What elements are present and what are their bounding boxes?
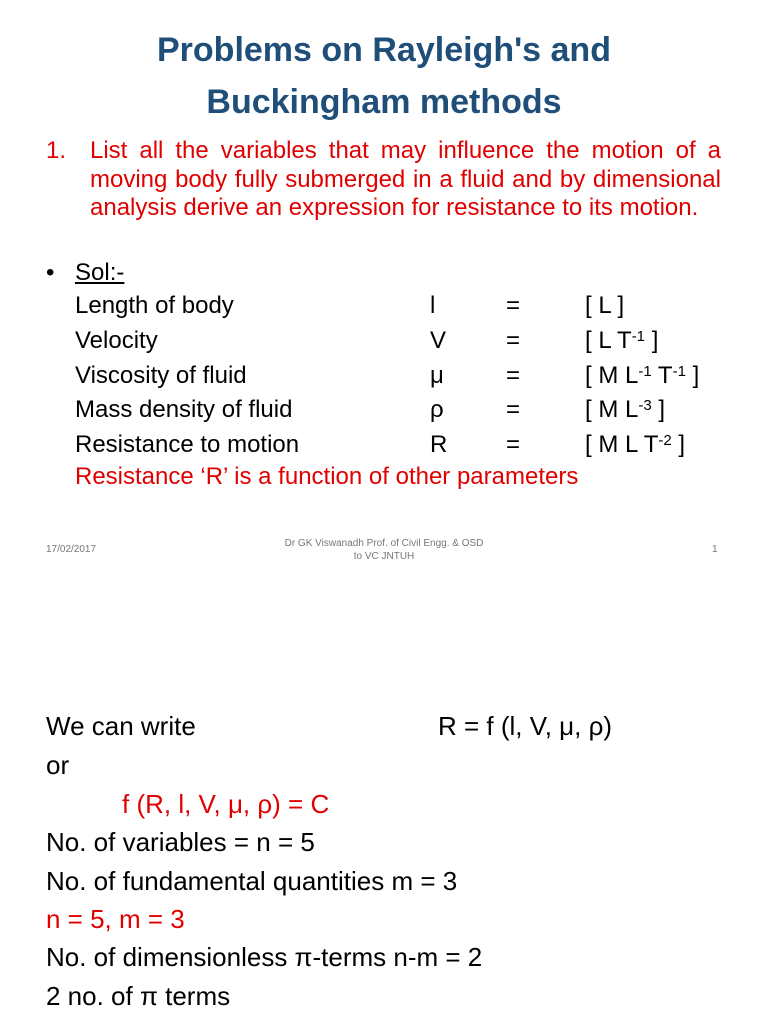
- variable-dimension: [ M $L^{-1}$ $T^{-1}$ ]: [585, 362, 700, 389]
- equals-sign: =: [506, 431, 521, 458]
- n-m-values: n = 5, m = 3: [46, 904, 185, 934]
- resistance-equation: R = f (l, V, μ, ρ): [438, 711, 613, 741]
- variable-symbol: l: [430, 292, 436, 319]
- dimensionless-terms-text: No. of dimensionless π-terms n-m = 2: [46, 942, 483, 972]
- variable-dimension: [ M L $T^{-2}$ ]: [585, 431, 686, 458]
- variable-name: Resistance to motion: [75, 431, 300, 458]
- variable-dimension: [ M $L^{-3}$ ]: [585, 396, 666, 423]
- footer-page-number: 1: [712, 544, 718, 555]
- question-text: List all the variables that may influence the motion of a moving body fully submerged in a fluid and by dimensional analysis derive an expression for resistance to its motion.: [90, 137, 721, 222]
- footer-author: Dr GK Viswanadh Prof. of Civil Engg. & OSD to VC JNTUH: [284, 538, 484, 562]
- variable-name: Velocity: [75, 327, 158, 354]
- variable-dimension: [ L ]: [585, 292, 625, 319]
- question-block: [46, 137, 721, 223]
- we-can-write-row: [46, 707, 613, 745]
- footer-date: 17/02/2017: [46, 544, 97, 555]
- slide-title: [0, 24, 768, 128]
- variable-dimension: [ L $T^{-1}$ ]: [585, 327, 659, 354]
- equals-sign: =: [506, 362, 521, 389]
- variable-symbol: ρ: [430, 396, 444, 423]
- we-can-write-text: We can write: [46, 711, 196, 741]
- pi-terms-text: 2 no. of π terms: [46, 981, 231, 1011]
- variable-symbol: R: [430, 431, 448, 458]
- question-number: 1.: [46, 137, 67, 164]
- variable-name: Length of body: [75, 292, 234, 319]
- or-text: or: [46, 750, 70, 780]
- resistance-note: Resistance ‘R’ is a function of other parameters: [75, 463, 579, 490]
- variable-name: Mass density of fluid: [75, 396, 293, 423]
- function-equation: f (R, l, V, μ, ρ) = C: [122, 789, 330, 819]
- sol-label: Sol:-: [75, 259, 125, 286]
- equals-sign: =: [506, 396, 521, 423]
- title-line-2: Buckingham methods: [206, 83, 562, 121]
- equals-sign: =: [506, 327, 521, 354]
- num-fundamental-text: No. of fundamental quantities m = 3: [46, 866, 458, 896]
- title-line-1: Problems on Rayleigh's and: [157, 31, 611, 69]
- variable-symbol: V: [430, 327, 447, 354]
- num-variables-text: No. of variables = n = 5: [46, 827, 315, 857]
- bullet-icon: •: [46, 259, 55, 286]
- variable-symbol: μ: [430, 362, 444, 389]
- equals-sign: =: [506, 292, 521, 319]
- variable-name: Viscosity of fluid: [75, 362, 247, 389]
